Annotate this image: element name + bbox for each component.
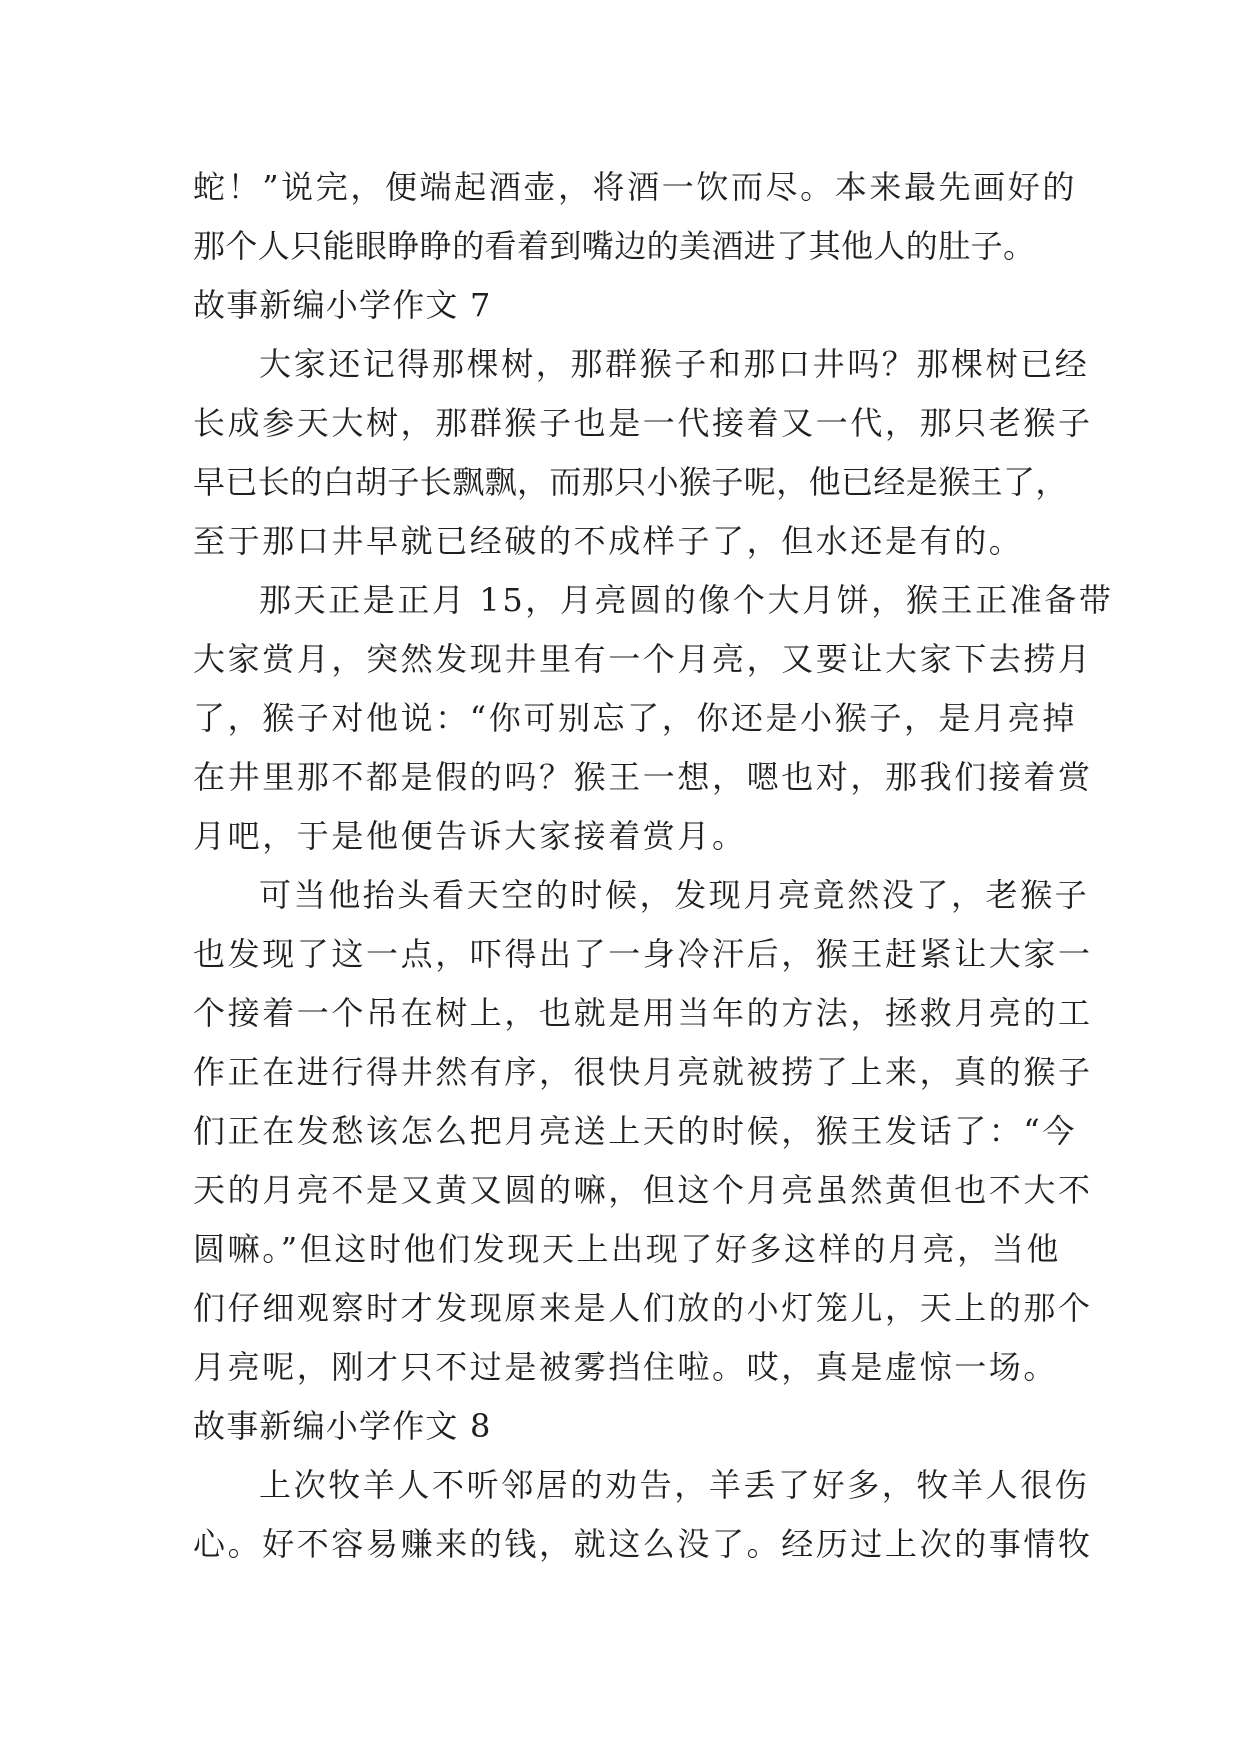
text-line: 月亮呢，刚才只不过是被雾挡住啦。哎，真是虚惊一场。 <box>193 1348 1059 1386</box>
section-heading-7: 故事新编小学作文 7 <box>193 286 492 324</box>
paragraph-start: 大家还记得那棵树，那群猴子和那口井吗？那棵树已经 <box>259 345 1090 383</box>
text-line: 了，猴子对他说：“你可别忘了，你还是小猴子，是月亮掉 <box>193 699 1077 737</box>
text-line: 天的月亮不是又黄又圆的嘛，但这个月亮虽然黄但也不大不 <box>193 1171 1093 1209</box>
text-line: 心。好不容易赚来的钱，就这么没了。经历过上次的事情牧 <box>193 1525 1093 1563</box>
text-line: 圆嘛。”但这时他们发现天上出现了好多这样的月亮，当他 <box>193 1230 1061 1268</box>
paragraph-start: 可当他抬头看天空的时候，发现月亮竟然没了，老猴子 <box>259 876 1090 914</box>
text-line: 早已长的白胡子长飘飘，而那只小猴子呢，他已经是猴王了， <box>193 463 1068 501</box>
document-text <box>193 158 1114 1574</box>
paragraph-start: 那天正是正月 15，月亮圆的像个大月饼，猴王正准备带 <box>259 581 1114 619</box>
text-line: 至于那口井早就已经破的不成样子了，但水还是有的。 <box>193 522 1024 560</box>
text-line: 们正在发愁该怎么把月亮送上天的时候，猴王发话了：“今 <box>193 1112 1077 1150</box>
text-line: 也发现了这一点，吓得出了一身冷汗后，猴王赶紧让大家一 <box>193 935 1093 973</box>
section-heading-8: 故事新编小学作文 8 <box>193 1407 492 1445</box>
paragraph-start: 上次牧羊人不听邻居的劝告，羊丢了好多，牧羊人很伤 <box>259 1466 1090 1504</box>
text-line: 那个人只能眼睁睁的看着到嘴边的美酒进了其他人的肚子。 <box>193 227 1036 265</box>
text-line: 大家赏月，突然发现井里有一个月亮，又要让大家下去捞月 <box>193 640 1093 678</box>
text-line: 个接着一个吊在树上，也就是用当年的方法，拯救月亮的工 <box>193 994 1093 1032</box>
text-line: 作正在进行得井然有序，很快月亮就被捞了上来，真的猴子 <box>193 1053 1093 1091</box>
text-line: 长成参天大树，那群猴子也是一代接着又一代，那只老猴子 <box>193 404 1093 442</box>
text-line: 们仔细观察时才发现原来是人们放的小灯笼儿，天上的那个 <box>193 1289 1093 1327</box>
text-line: 蛇！”说完，便端起酒壶，将酒一饮而尽。本来最先画好的 <box>193 168 1077 206</box>
text-line: 月吧，于是他便告诉大家接着赏月。 <box>193 817 747 855</box>
text-line: 在井里那不都是假的吗？猴王一想，嗯也对，那我们接着赏 <box>193 758 1093 796</box>
